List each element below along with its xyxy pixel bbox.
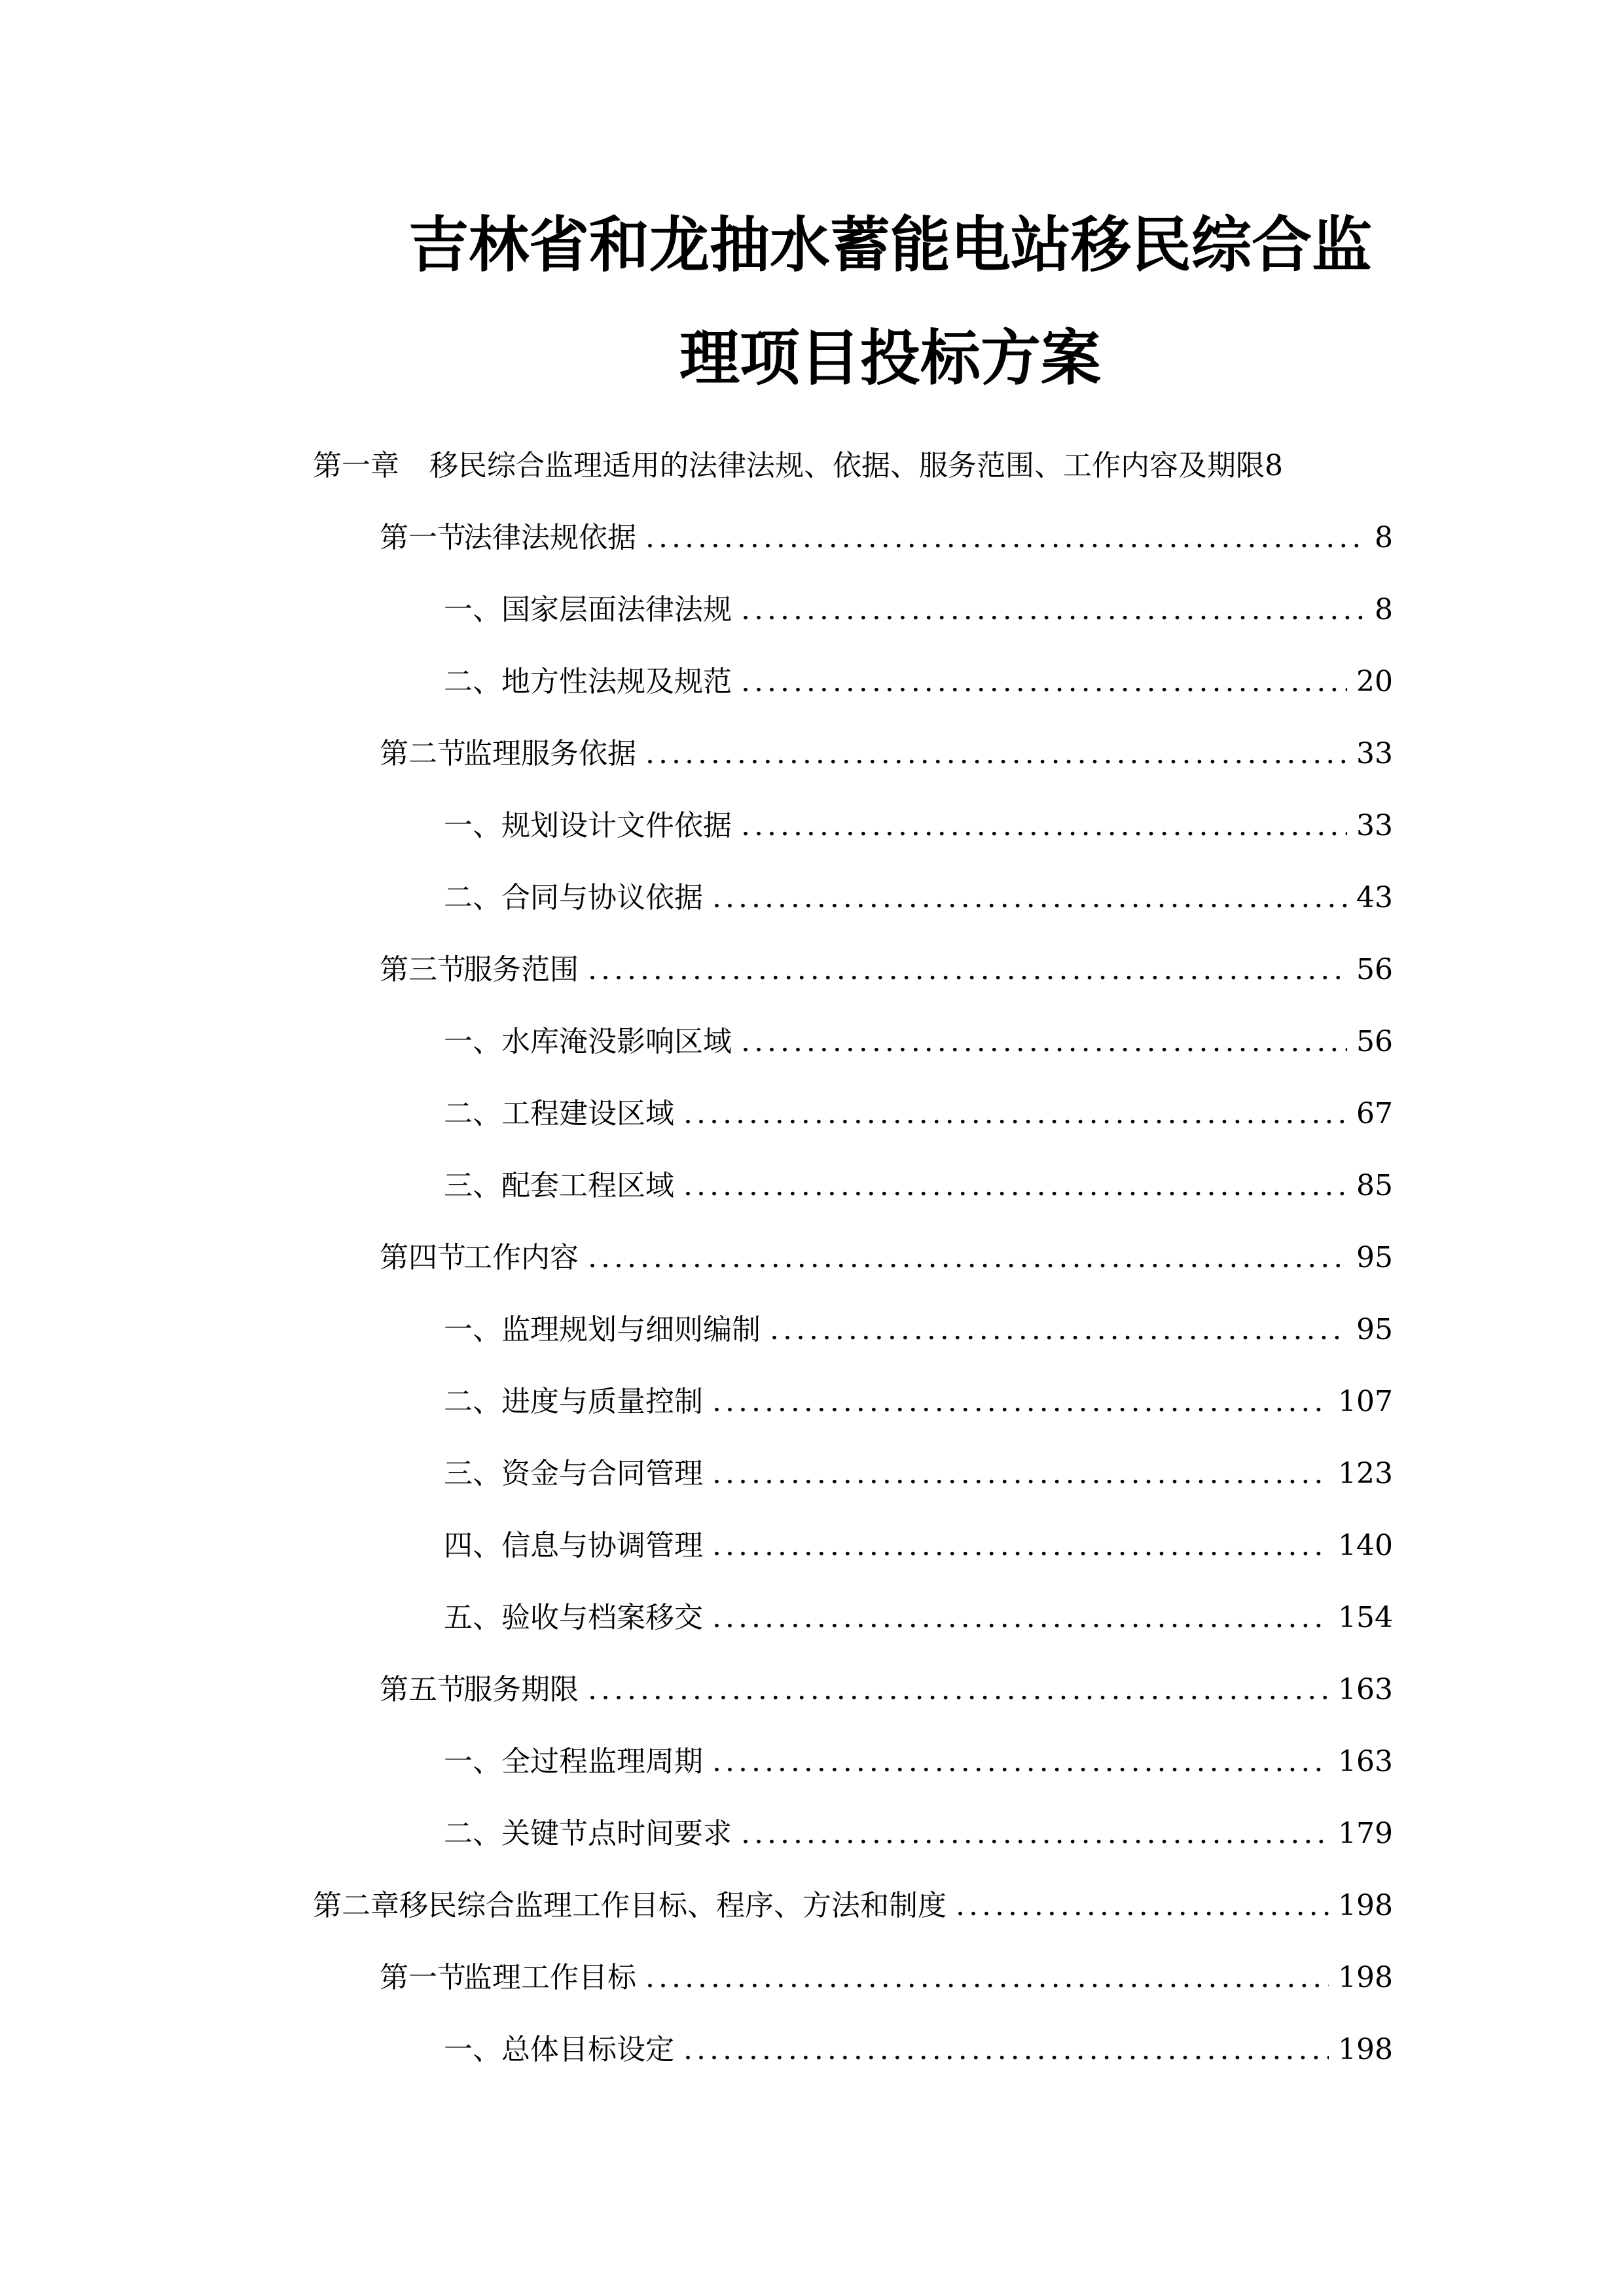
- toc-entry-subsection[interactable]: [444, 1162, 1393, 1210]
- toc-entry-page: 154: [1338, 1601, 1393, 1634]
- toc-entry-number: 二、: [444, 1385, 501, 1418]
- toc-entry-page: 20: [1356, 665, 1393, 698]
- toc-entry-page: 43: [1356, 881, 1393, 914]
- toc-entry-number: 二、: [444, 665, 501, 698]
- toc-entry-page: 67: [1356, 1097, 1393, 1130]
- toc-dot-leader: [741, 1810, 1329, 1857]
- toc-entry-text: 地方性法规及规范: [501, 665, 732, 698]
- toc-dot-leader: [588, 946, 1347, 994]
- toc-entry-text: 资金与合同管理: [501, 1457, 703, 1490]
- toc-entry-page: 8: [1265, 449, 1283, 482]
- toc-entry-subsection[interactable]: [444, 1450, 1393, 1498]
- toc-entry-text: 配套工程区域: [501, 1169, 674, 1202]
- toc-entry-page: 56: [1356, 953, 1393, 986]
- document-title-line-1: 吉林省和龙抽水蓄能电站移民综合监: [408, 210, 1372, 280]
- toc-entry-page: 8: [1375, 593, 1393, 626]
- toc-entry-text: 进度与质量控制: [501, 1385, 703, 1418]
- toc-entry-subsection[interactable]: [444, 1306, 1393, 1354]
- toc-dot-leader: [683, 1090, 1347, 1138]
- toc-entry-text: 总体目标设定: [501, 2033, 674, 2066]
- toc-entry-page: 198: [1338, 1889, 1393, 1922]
- toc-entry-page: 198: [1338, 1961, 1393, 1994]
- toc-entry-number: 一、: [444, 2033, 501, 2066]
- toc-entry-number: 一、: [444, 809, 501, 842]
- toc-entry-text: 服务期限: [463, 1673, 579, 1706]
- toc-entry-chapter[interactable]: [313, 442, 1393, 490]
- toc-dot-leader: [770, 1306, 1347, 1354]
- toc-entry-page: 33: [1356, 737, 1393, 770]
- document-title-line-2: 理项目投标方案: [679, 323, 1101, 393]
- toc-entry-page: 95: [1356, 1313, 1393, 1346]
- toc-entry-page: 95: [1356, 1241, 1393, 1274]
- toc-entry-text: 工作内容: [463, 1241, 579, 1274]
- toc-entry-number: 五、: [444, 1601, 501, 1634]
- toc-entry-subsection[interactable]: [444, 1594, 1393, 1641]
- toc-entry-page: 33: [1356, 809, 1393, 842]
- toc-entry-page: 56: [1356, 1025, 1393, 1058]
- toc-entry-number: 一、: [444, 1313, 501, 1346]
- toc-dot-leader: [956, 1882, 1329, 1929]
- toc-dot-leader: [712, 1450, 1329, 1498]
- toc-entry-text: 信息与协调管理: [501, 1529, 703, 1562]
- toc-entry-page: 123: [1338, 1457, 1393, 1490]
- toc-dot-leader: [645, 514, 1365, 562]
- toc-entry-text: 监理规划与细则编制: [501, 1313, 761, 1346]
- toc-entry-subsection[interactable]: [444, 1810, 1393, 1857]
- toc-entry-text: 移民综合监理工作目标、程序、方法和制度: [399, 1889, 947, 1922]
- toc-entry-chapter[interactable]: [313, 1882, 1393, 1929]
- toc-entry-number: 四、: [444, 1529, 501, 1562]
- toc-entry-text: 服务范围: [463, 953, 579, 986]
- toc-entry-section[interactable]: [380, 514, 1393, 562]
- toc-dot-leader: [741, 658, 1347, 706]
- toc-entry-section[interactable]: [380, 1234, 1393, 1282]
- toc-dot-leader: [645, 1954, 1329, 2001]
- toc-entry-text: 监理服务依据: [463, 737, 636, 770]
- toc-entry-number: 第一节: [380, 521, 466, 554]
- toc-dot-leader: [683, 2026, 1329, 2073]
- toc-entry-subsection[interactable]: [444, 2026, 1393, 2073]
- toc-entry-number: 第一章: [313, 449, 399, 482]
- toc-entry-number: 第二节: [380, 737, 466, 770]
- toc-dot-leader: [645, 730, 1347, 778]
- toc-entry-page: 179: [1338, 1817, 1393, 1850]
- toc-entry-subsection[interactable]: [444, 1090, 1393, 1138]
- toc-entry-text: 全过程监理周期: [501, 1745, 703, 1778]
- toc-entry-section[interactable]: [380, 1666, 1393, 1713]
- toc-entry-text: 关键节点时间要求: [501, 1817, 732, 1850]
- toc-dot-leader: [712, 1378, 1329, 1426]
- toc-entry-text: 验收与档案移交: [501, 1601, 703, 1634]
- toc-entry-number: 二、: [444, 1097, 501, 1130]
- toc-entry-subsection[interactable]: [444, 1522, 1393, 1570]
- toc-entry-page: 163: [1338, 1745, 1393, 1778]
- toc-entry-page: 198: [1338, 2033, 1393, 2066]
- toc-dot-leader: [712, 1738, 1329, 1785]
- toc-entry-number: 第二章: [313, 1889, 399, 1922]
- toc-dot-leader: [712, 1522, 1329, 1570]
- toc-entry-number: 第四节: [380, 1241, 466, 1274]
- toc-entry-subsection[interactable]: [444, 1378, 1393, 1426]
- toc-entry-subsection[interactable]: [444, 658, 1393, 706]
- toc-dot-leader: [741, 586, 1365, 634]
- toc-entry-text: 水库淹没影响区域: [501, 1025, 732, 1058]
- toc-entry-page: 8: [1375, 521, 1393, 554]
- toc-entry-section[interactable]: [380, 946, 1393, 994]
- toc-entry-section[interactable]: [380, 730, 1393, 778]
- toc-entry-number: 一、: [444, 1025, 501, 1058]
- toc-entry-number: 一、: [444, 1745, 501, 1778]
- toc-entry-number: 三、: [444, 1457, 501, 1490]
- toc-entry-text: 国家层面法律法规: [501, 593, 732, 626]
- toc-entry-section[interactable]: [380, 1954, 1393, 2001]
- toc-dot-leader: [588, 1234, 1347, 1282]
- toc-entry-number: 三、: [444, 1169, 501, 1202]
- toc-entry-subsection[interactable]: [444, 1018, 1393, 1066]
- toc-entry-number: 一、: [444, 593, 501, 626]
- toc-dot-leader: [683, 1162, 1347, 1210]
- toc-entry-text: 移民综合监理适用的法律法规、依据、服务范围、工作内容及期限: [429, 449, 1265, 482]
- toc-entry-page: 163: [1338, 1673, 1393, 1706]
- toc-dot-leader: [741, 1018, 1347, 1066]
- toc-entry-page: 85: [1356, 1169, 1393, 1202]
- toc-entry-subsection[interactable]: [444, 1738, 1393, 1785]
- toc-entry-page: 107: [1338, 1385, 1393, 1418]
- toc-entry-subsection[interactable]: [444, 802, 1393, 850]
- toc-entry-page: 140: [1338, 1529, 1393, 1562]
- toc-dot-leader: [712, 874, 1347, 922]
- toc-entry-text: 工程建设区域: [501, 1097, 674, 1130]
- toc-entry-text: 规划设计文件依据: [501, 809, 732, 842]
- toc-entry-text: 监理工作目标: [463, 1961, 636, 1994]
- toc-dot-leader: [712, 1594, 1329, 1641]
- toc-dot-leader: [588, 1666, 1329, 1713]
- toc-entry-subsection[interactable]: [444, 586, 1393, 634]
- toc-entry-number: 第五节: [380, 1673, 466, 1706]
- toc-entry-text: 法律法规依据: [463, 521, 636, 554]
- toc-entry-number: 第一节: [380, 1961, 466, 1994]
- toc-dot-leader: [741, 802, 1347, 850]
- toc-entry-number: 第三节: [380, 953, 466, 986]
- toc-entry-subsection[interactable]: [444, 874, 1393, 922]
- toc-entry-number: 二、: [444, 1817, 501, 1850]
- toc-entry-text: 合同与协议依据: [501, 881, 703, 914]
- toc-entry-number: 二、: [444, 881, 501, 914]
